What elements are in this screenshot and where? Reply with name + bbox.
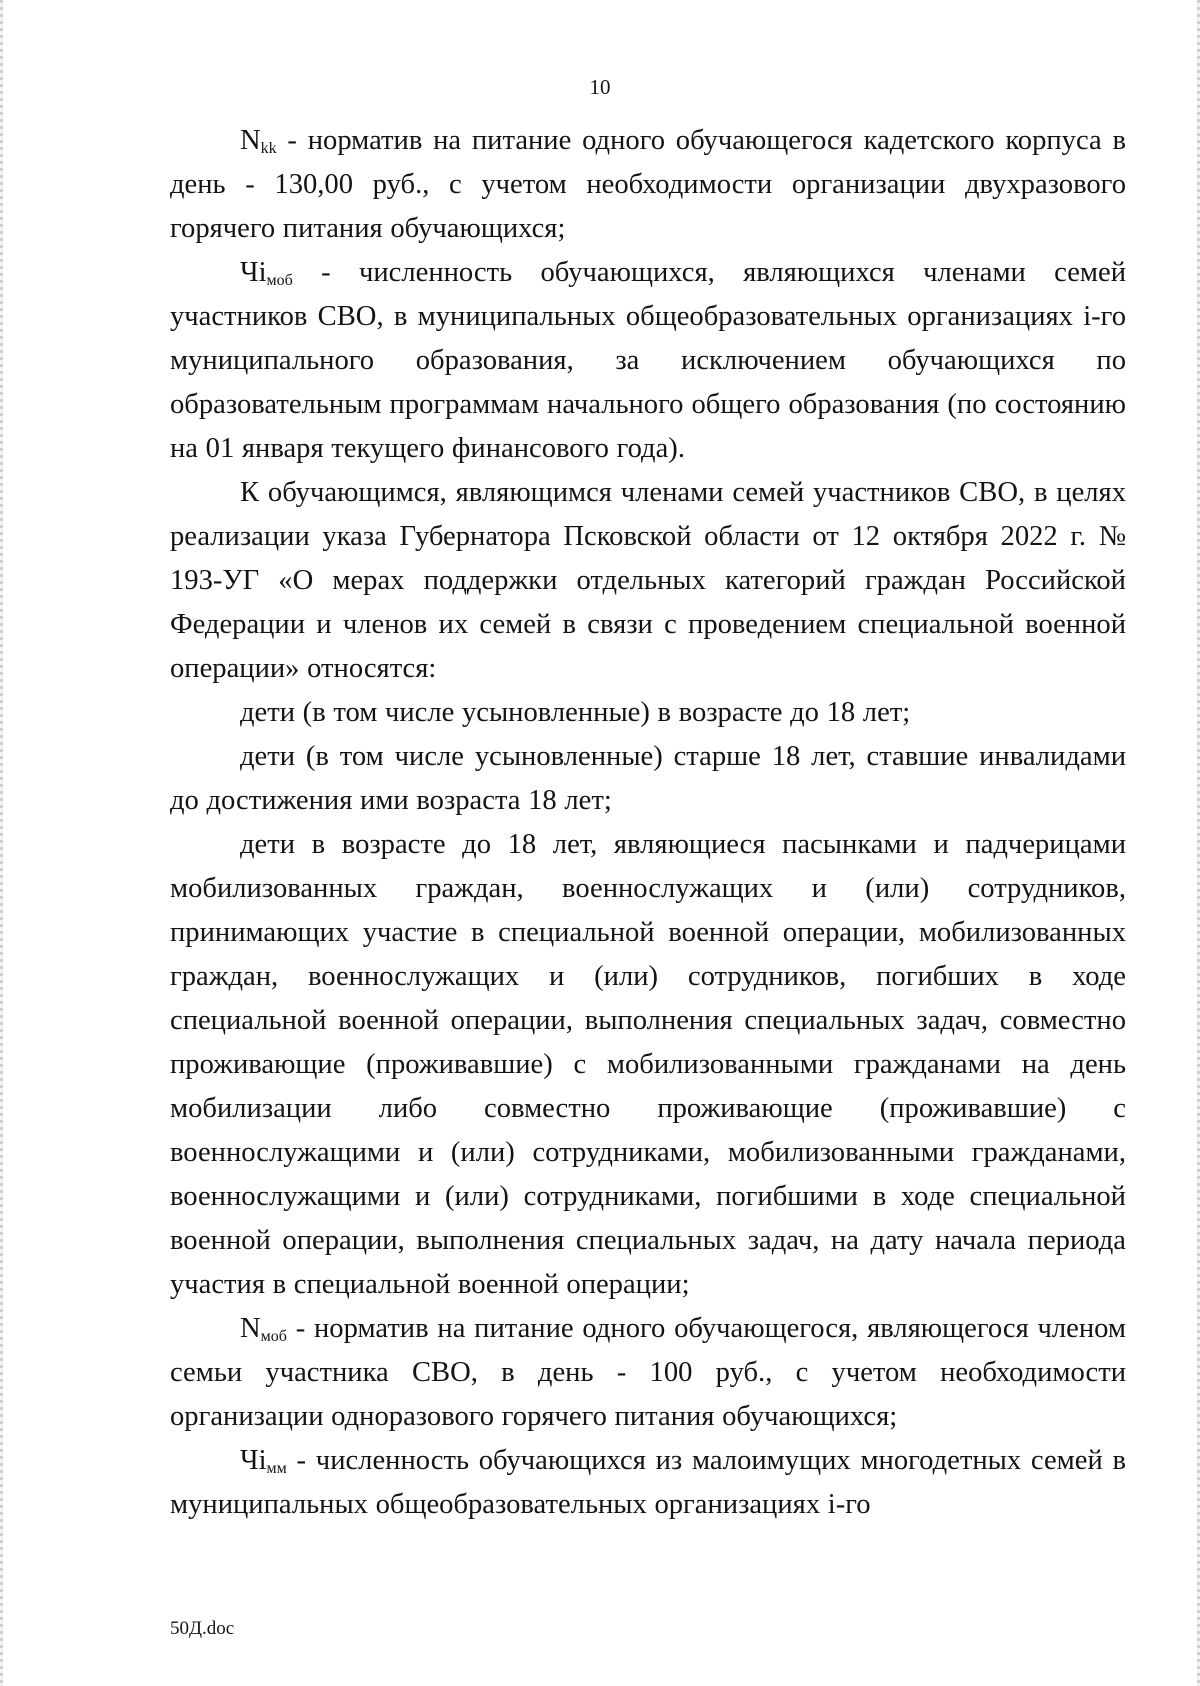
document-file-name: 50Д.doc: [170, 1618, 235, 1639]
variable-symbol: $Чi_{моб}$: [240, 257, 293, 289]
paragraph-children-under-18: дети (в том числе усыновленные) в возрасте до 18 лет;: [240, 697, 911, 728]
paragraph-chi-mob-definition: $Чi_{моб}$ - численность обучающихся, являющихся членами семей участников СВО, в муниципальных общеобразовательных организациях i-го муниципального образования, за исключением обучающихся по образовательным программам начального общего образования (по состоянию на 01 января текущего финансового года).: [170, 257, 1126, 464]
paragraph-svo-families-intro: К обучающимся, являющимся членами семей участников СВО, в целях реализации указа Губернатора Псковской области от 12 октября 2022 г. № 193-УГ «О мерах поддержки отдельных категорий граждан Российской Федерации и членов их семей в связи с проведением специальной военной операции» относятся:: [170, 477, 1126, 684]
variable-symbol: $Чi_{мм}$: [240, 1445, 287, 1477]
scan-edge-left: [0, 0, 3, 1686]
paragraph-children-disabled: дети (в том числе усыновленные) старше 18 лет, ставшие инвалидами до достижения ими возраста 18 лет;: [170, 741, 1126, 816]
paragraph-nmob-definition: $N_{моб}$ - норматив на питание одного обучающегося, являющегося членом семьи участника СВО, в день - 100 руб., с учетом необходимости организации одноразового горячего питания обучающихся;: [170, 1313, 1126, 1432]
page-number: 10: [589, 75, 611, 99]
paragraph-stepchildren: дети в возрасте до 18 лет, являющиеся пасынками и падчерицами мобилизованных граждан, военнослужащих и (или) сотрудников, принимающих участие в специальной военной операции, мобилизованных граждан, военнослужащих и (или) сотрудников, погибших в ходе специальной военной операции, выполнения специальных задач, совместно проживающие (проживавшие) с мобилизованными гражданами на день мобилизации либо совместно проживающие (проживавшие) с военнослужащими и (или) сотрудниками, мобилизованными гражданами, военнослужащими и (или) сотрудниками, погибшими в ходе специальной военной операции, выполнения специальных задач, на дату начала периода участия в специальной военной операции;: [170, 829, 1126, 1300]
variable-symbol: $N_{моб}$: [240, 1313, 287, 1345]
paragraph-chi-mm-definition: $Чi_{мм}$ - численность обучающихся из малоимущих многодетных семей в муниципальных общеобразовательных организациях i-го: [170, 1445, 1126, 1520]
paragraph-nkk-definition: $N_{kk}$ - норматив на питание одного обучающегося кадетского корпуса в день - 130,00 руб., с учетом необходимости организации двухразового горячего питания обучающихся;: [170, 125, 1126, 244]
variable-symbol: $N_{kk}$: [240, 125, 277, 157]
document-body: [170, 119, 1126, 1527]
